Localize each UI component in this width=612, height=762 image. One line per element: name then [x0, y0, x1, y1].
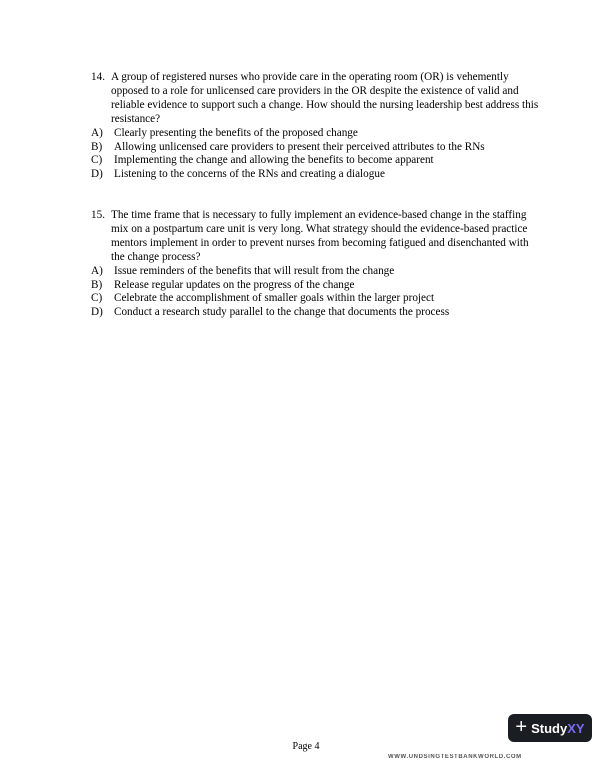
option-text: Celebrate the accomplishment of smaller goals within the larger project: [114, 292, 435, 305]
answer-option-a: [91, 127, 541, 141]
watermark-url: WWW.UNDSINGTESTBANKWORLD.COM: [388, 754, 522, 760]
question-text: The time frame that is necessary to fully implement an evidence-based change in the staffing mix on a postpartum care unit is very long. What strategy should the evidence-based practice mentors implement in order to prevent nurses from becoming fatigued and disenchanted with the change process?: [111, 209, 529, 263]
option-letter: C): [91, 292, 103, 305]
studyxy-badge[interactable]: [508, 714, 592, 742]
badge-brand-xy: XY: [567, 720, 585, 736]
question-15: [91, 209, 541, 320]
option-letter: D): [91, 306, 103, 319]
answer-option-a: [91, 265, 541, 279]
option-text: Implementing the change and allowing the benefits to become apparent: [114, 154, 434, 167]
question-text: A group of registered nurses who provide care in the operating room (OR) is vehemently opposed to a role for unlicensed care providers in the OR despite the existence of valid and reliable evidence to support such a change. How should the nursing leadership best address this resistance?: [111, 71, 539, 125]
option-letter: A): [91, 126, 103, 139]
answer-option-b: [91, 279, 541, 293]
option-letter: A): [91, 264, 103, 277]
plus-icon: +: [515, 716, 528, 738]
answer-option-c: [91, 154, 541, 168]
answer-option-d: [91, 306, 541, 320]
option-text: Release regular updates on the progress of the change: [114, 278, 355, 291]
option-letter: C): [91, 154, 103, 167]
option-text: Clearly presenting the benefits of the proposed change: [114, 126, 358, 139]
option-letter: D): [91, 168, 103, 181]
question-stem: [91, 209, 541, 265]
question-number: 14.: [91, 71, 105, 83]
option-letter: B): [91, 140, 103, 153]
badge-brand-study: Study: [531, 720, 568, 736]
page-number: Page 4: [292, 741, 320, 752]
answer-option-d: [91, 168, 541, 182]
answer-option-c: [91, 292, 541, 306]
question-stem: [91, 71, 541, 127]
option-text: Allowing unlicensed care providers to present their perceived attributes to the RNs: [114, 140, 485, 153]
option-text: Conduct a research study parallel to the change that documents the process: [114, 306, 450, 319]
question-14: [91, 71, 541, 182]
answer-options: [91, 127, 541, 183]
question-number: 15.: [91, 209, 105, 221]
option-text: Listening to the concerns of the RNs and creating a dialogue: [114, 168, 385, 181]
option-text: Issue reminders of the benefits that will result from the change: [114, 264, 395, 277]
answer-options: [91, 265, 541, 321]
option-letter: B): [91, 278, 103, 291]
answer-option-b: [91, 141, 541, 155]
